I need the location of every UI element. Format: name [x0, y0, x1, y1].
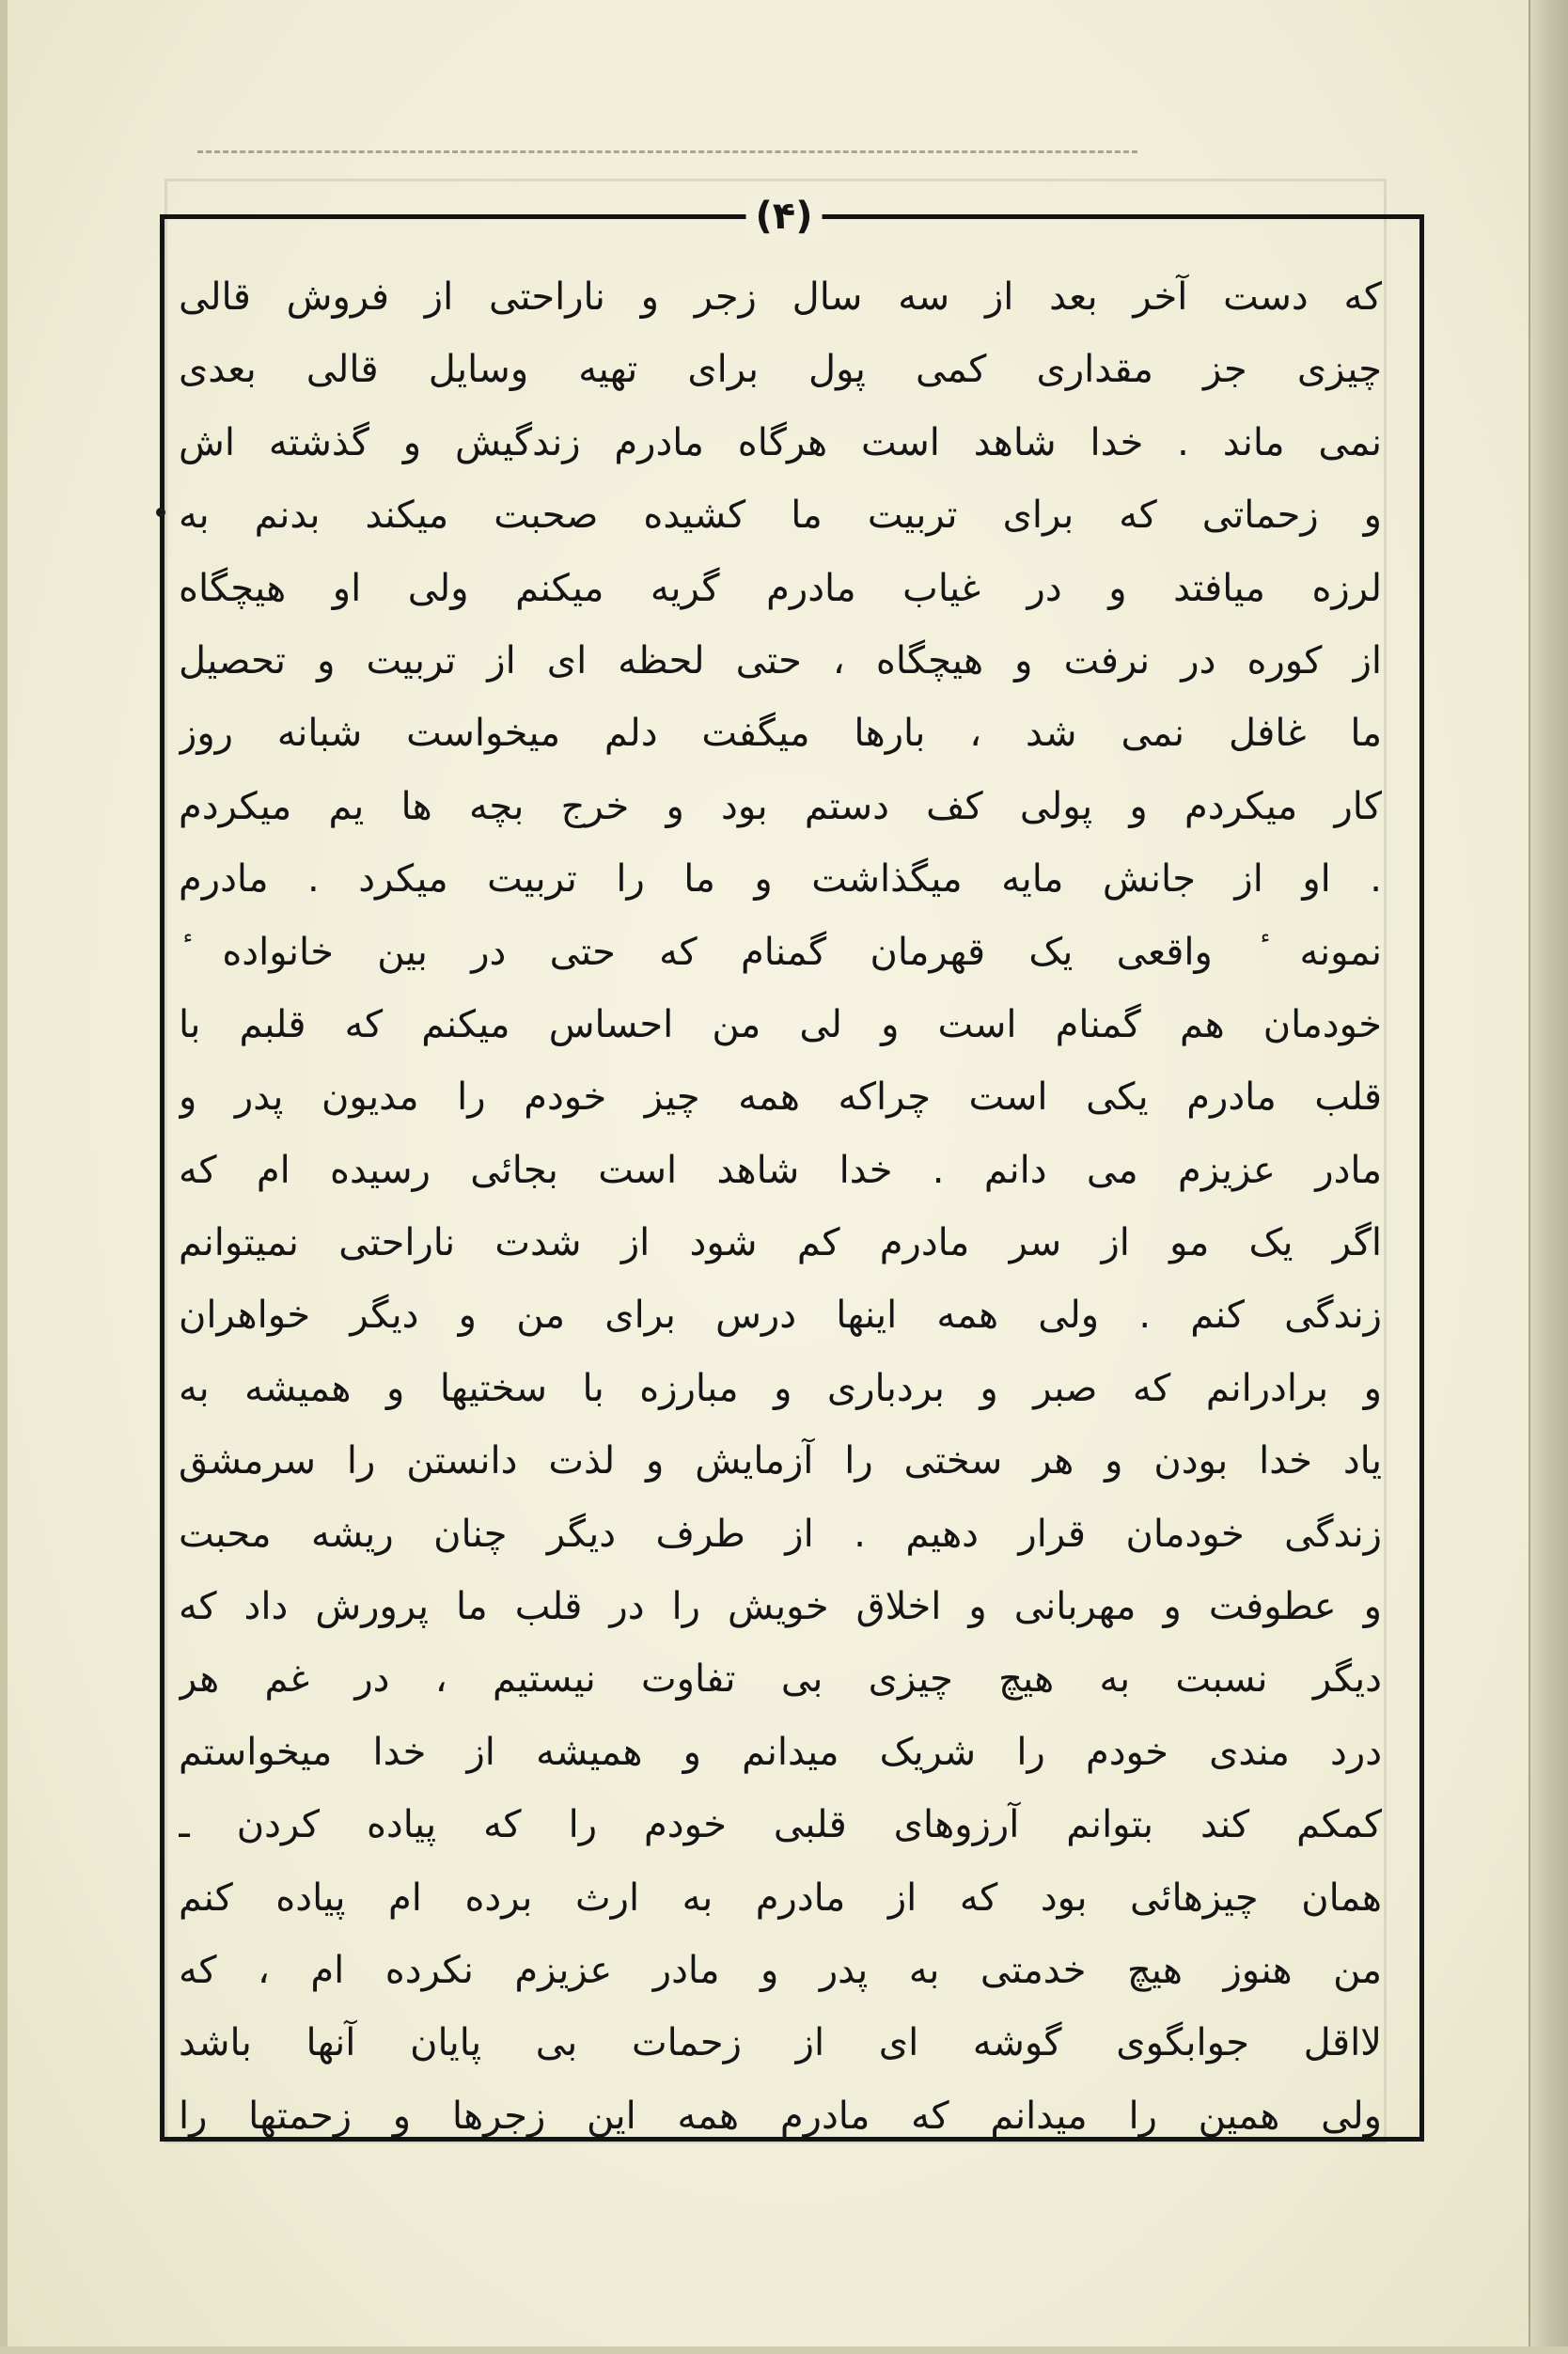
text-line: از کوره در نرفت و هیچگاه ، حتی لحظه ای از تربیت و تحصیل: [179, 638, 1382, 683]
text-line: . او از جانش مایه میگذاشت و ما را تربیت میکرد . مادرم: [179, 857, 1382, 902]
text-line: لااقل جوابگوی گوشه ای از زحمات بی پایان آنها باشد: [179, 2021, 1382, 2065]
text-line: لرزه میافتد و در غیاب مادرم گریه میکنم ولی او هیچگاه: [179, 566, 1382, 610]
text-line: نمونه ٔ واقعی یک قهرمان گمنام که حتی در بین خانواده ٔ: [179, 930, 1382, 974]
text-line: همان چیزهائی بود که از مادرم به ارث برده ام پیاده کنم: [179, 1875, 1382, 1920]
text-line: مادر عزیزم می دانم . خدا شاهد است بجائی رسیده ام که: [179, 1148, 1382, 1192]
bleed-through-dashes: [197, 150, 1137, 153]
text-line: قلب مادرم یکی است چراکه همه چیز خودم را مدیون پدر و: [179, 1075, 1382, 1120]
text-line: کمکم کند بتوانم آرزوهای قلبی خودم را که پیاده کردن ـ: [179, 1803, 1382, 1847]
margin-mark: [156, 508, 165, 517]
page-right-edge: [1529, 0, 1568, 2354]
page-bottom-edge: [0, 2346, 1568, 2354]
page-left-edge: [0, 0, 8, 2354]
text-line: و برادرانم که صبر و بردباری و مبارزه با سختیها و همیشه به: [179, 1366, 1382, 1410]
text-line: درد مندی خودم را شریک میدانم و همیشه از خدا میخواستم: [179, 1730, 1382, 1774]
text-line: نمی ماند . خدا شاهد است هرگاه مادرم زندگیش و گذشته اش: [179, 420, 1382, 464]
text-line: ولی همین را میدانم که مادرم همه این زجرها و زحمتها را: [179, 2094, 1382, 2138]
text-line: دیگر نسبت به هیچ چیزی بی تفاوت نیستیم ، در غم هر: [179, 1657, 1382, 1702]
text-line: و زحماتی که برای تربیت ما کشیده صحبت میکند بدنم به: [179, 494, 1382, 538]
text-line: زندگی خودمان قرار دهیم . از طرف دیگر چنان ریشه محبت: [179, 1512, 1382, 1556]
text-line: من هنوز هیچ خدمتی به پدر و مادر عزیزم نکرده ام ، که: [179, 1948, 1382, 1992]
page-number: (۴): [746, 196, 823, 237]
body-text: [179, 261, 1382, 2138]
text-line: زندگی کنم . ولی همه اینها درس برای من و دیگر خواهران: [179, 1294, 1382, 1338]
text-line: یاد خدا بودن و هر سختی را آزمایش و لذت دانستن را سرمشق: [179, 1439, 1382, 1483]
text-line: ما غافل نمی شد ، بارها میگفت دلم میخواست شبانه روز: [179, 712, 1382, 756]
text-line: خودمان هم گمنام است و لی من احساس میکنم که قلبم با: [179, 1002, 1382, 1046]
text-line: و عطوفت و مهربانی و اخلاق خویش را در قلب ما پرورش داد که: [179, 1585, 1382, 1629]
text-line: اگر یک مو از سر مادرم کم شود از شدت ناراحتی نمیتوانم: [179, 1221, 1382, 1265]
text-line: کار میکردم و پولی کف دستم بود و خرج بچه ها یم میکردم: [179, 784, 1382, 828]
text-line: که دست آخر بعد از سه سال زجر و ناراحتی از فروش قالی: [179, 275, 1382, 319]
text-line: چیزی جز مقداری کمی پول برای تهیه وسایل قالی بعدی: [179, 348, 1382, 392]
